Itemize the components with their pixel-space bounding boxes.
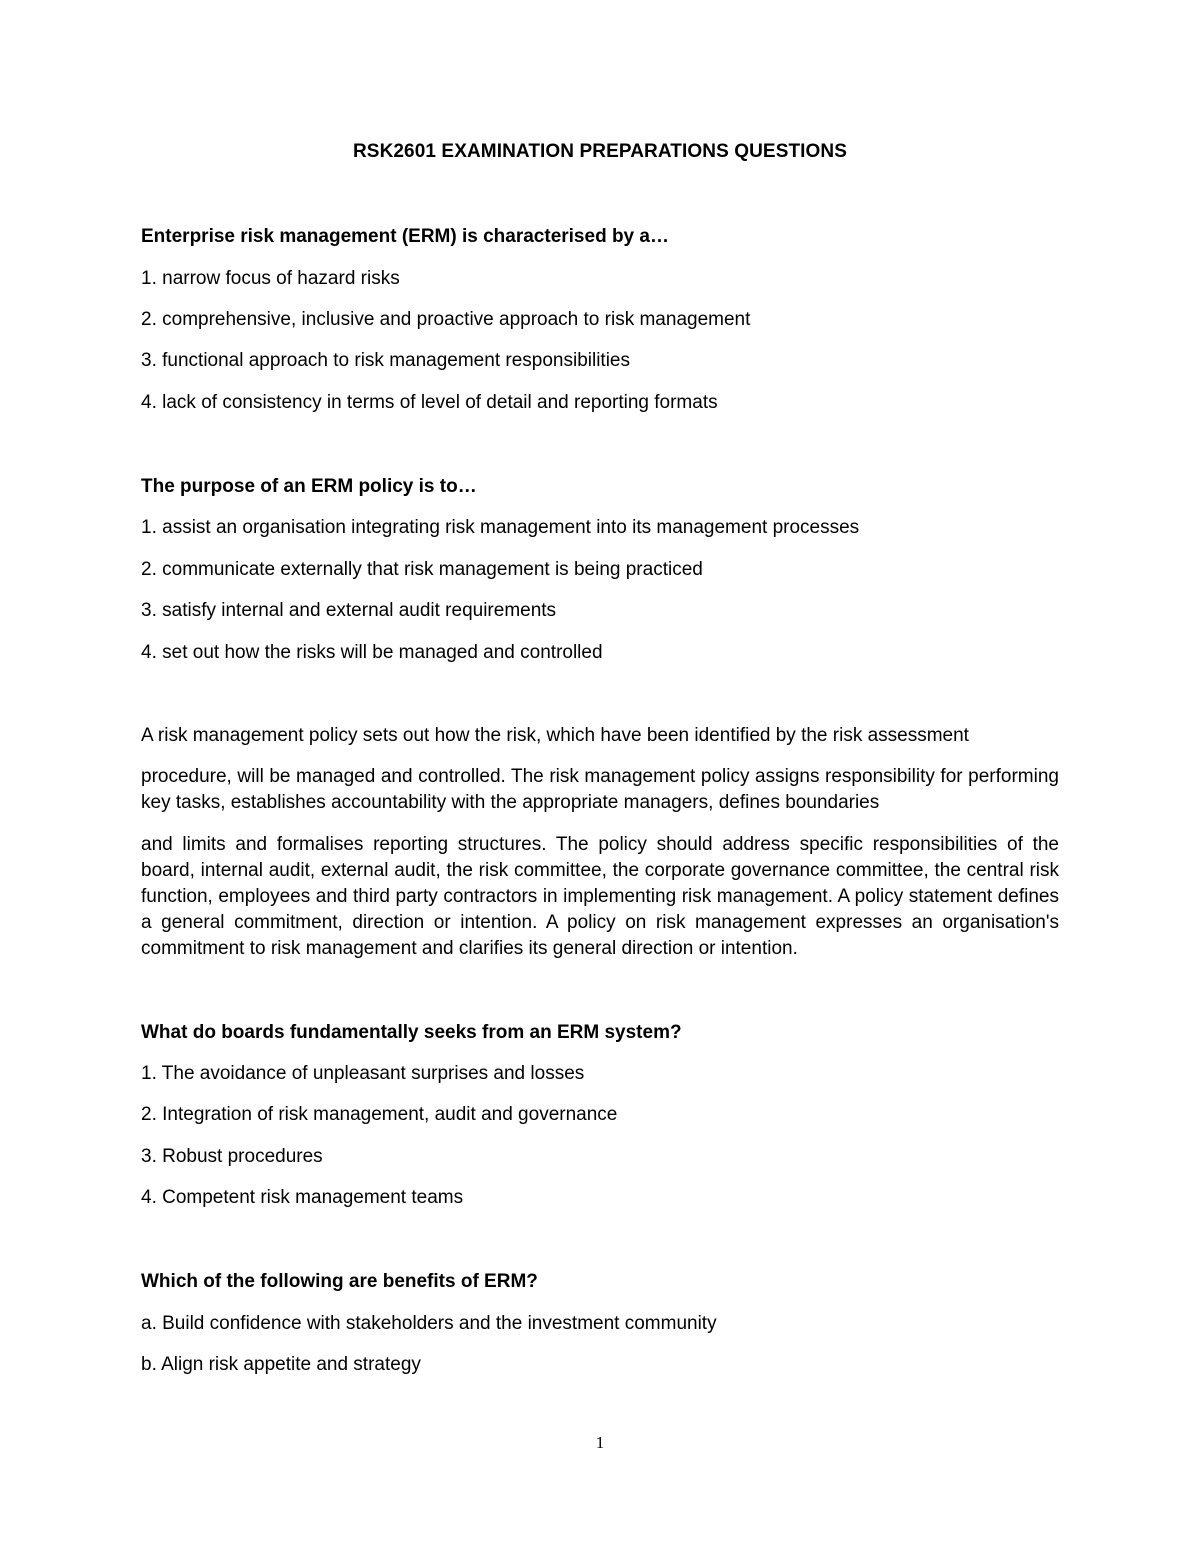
question-1-option-1: 1. narrow focus of hazard risks [141,268,400,289]
question-2-option-4: 4. set out how the risks will be managed and controlled [141,642,603,663]
question-2-option-2: 2. communicate externally that risk management is being practiced [141,559,703,580]
question-3-heading: What do boards fundamentally seeks from an ERM system? [141,1022,682,1043]
explanation-paragraph-3: and limits and formalises reporting structures. The policy should address specific responsibilities of the board, internal audit, external audit, the risk committee, the corporate governance committee, the central risk function, employees and third party contractors in implementing risk management. A policy statement defines a general commitment, direction or intention. A policy on risk management expresses an organisation's commitment to risk management and clarifies its general direction or intention. [141,834,1059,959]
question-3-option-1: 1. The avoidance of unpleasant surprises and losses [141,1063,585,1084]
question-2-heading: The purpose of an ERM policy is to… [141,476,477,497]
question-3-option-3: 3. Robust procedures [141,1146,323,1167]
question-3-option-4: 4. Competent risk management teams [141,1187,464,1208]
question-1-heading: Enterprise risk management (ERM) is characterised by a… [141,226,669,247]
question-4-option-b: b. Align risk appetite and strategy [141,1354,421,1375]
question-2-option-1: 1. assist an organisation integrating risk management into its management processes [141,517,860,538]
question-4-heading: Which of the following are benefits of ERM? [141,1271,538,1292]
explanation-paragraph-1: A risk management policy sets out how the risk, which have been identified by the risk assessment [141,725,969,746]
question-1-option-3: 3. functional approach to risk management responsibilities [141,350,630,371]
document-title: RSK2601 EXAMINATION PREPARATIONS QUESTIONS [352,141,848,162]
question-4-option-a: a. Build confidence with stakeholders and the investment community [141,1313,717,1334]
question-2-option-3: 3. satisfy internal and external audit requirements [141,600,557,621]
question-1-option-2: 2. comprehensive, inclusive and proactive approach to risk management [141,309,751,330]
question-1-option-4: 4. lack of consistency in terms of level of detail and reporting formats [141,392,718,413]
question-3-option-2: 2. Integration of risk management, audit and governance [141,1104,618,1125]
page-number: 1 [595,1433,605,1452]
explanation-paragraph-2: procedure, will be managed and controlled. The risk management policy assigns responsibility for performing key tasks, establishes accountability with the appropriate managers, defines boundaries [141,766,1059,813]
